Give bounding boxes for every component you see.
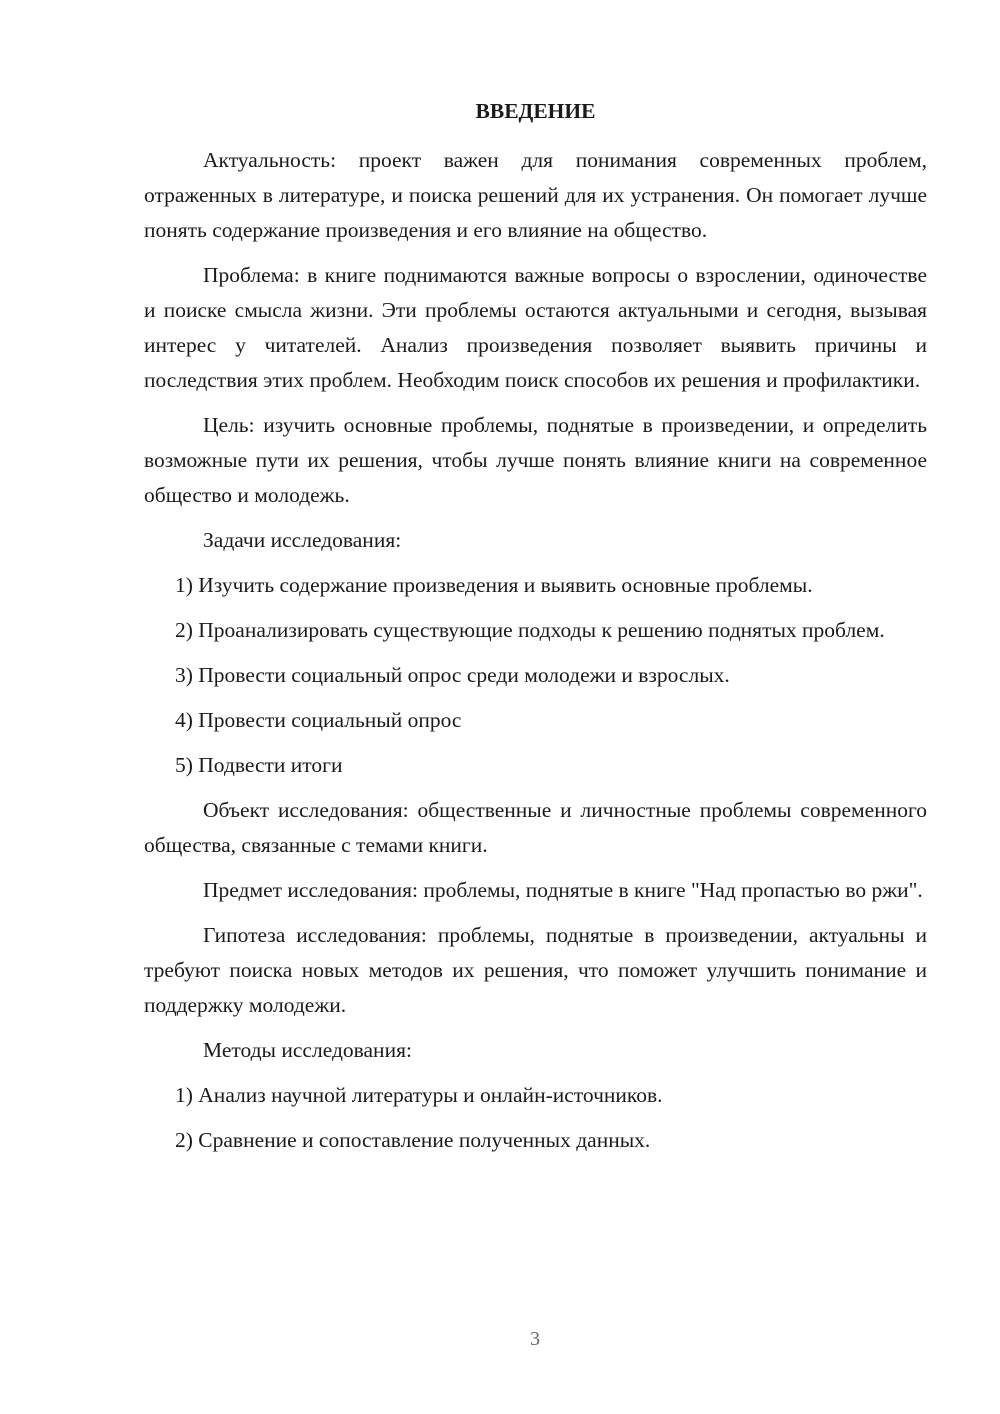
task-item-5: 5) Подвести итоги xyxy=(175,753,343,777)
subject-paragraph: Предмет исследования: проблемы, поднятые в книге "Над пропастью во ржи". xyxy=(203,878,923,902)
task-item-3: 3) Провести социальный опрос среди молодежи и взрослых. xyxy=(175,663,730,687)
task-item-2: 2) Проанализировать существующие подходы к решению поднятых проблем. xyxy=(175,618,885,642)
task-item-1: 1) Изучить содержание произведения и выявить основные проблемы. xyxy=(175,573,813,597)
problem-paragraph: Проблема: в книге поднимаются важные вопросы о взрослении, одиночестве и поиске смысла жизни. Эти проблемы остаются актуальными и сегодня, вызывая интерес у читателей. Анализ произведения позволяет выявить причины и последствия этих проблем. Необходим поиск способов их решения и профилактики. xyxy=(144,263,927,392)
hypothesis-paragraph: Гипотеза исследования: проблемы, поднятые в произведении, актуальны и требуют поиска новых методов их решения, что поможет улучшить понимание и поддержку молодежи. xyxy=(144,923,927,1017)
tasks-heading: Задачи исследования: xyxy=(203,528,402,552)
relevance-paragraph: Актуальность: проект важен для понимания современных проблем, отраженных в литературе, и поиска решений для их устранения. Он помогает лучше понять содержание произведения и его влияние на общество. xyxy=(144,148,927,242)
task-item-4: 4) Провести социальный опрос xyxy=(175,708,462,732)
page-number: 3 xyxy=(530,1328,540,1350)
document-page xyxy=(144,98,927,1168)
method-item-1: 1) Анализ научной литературы и онлайн-источников. xyxy=(175,1083,663,1107)
object-paragraph: Объект исследования: общественные и личностные проблемы современного общества, связанные с темами книги. xyxy=(144,798,927,857)
page-title: ВВЕДЕНИЕ xyxy=(475,99,596,123)
method-item-2: 2) Сравнение и сопоставление полученных данных. xyxy=(175,1128,651,1152)
goal-paragraph: Цель: изучить основные проблемы, поднятые в произведении, и определить возможные пути их решения, чтобы лучше понять влияние книги на современное общество и молодежь. xyxy=(144,413,927,507)
methods-heading: Методы исследования: xyxy=(203,1038,412,1062)
